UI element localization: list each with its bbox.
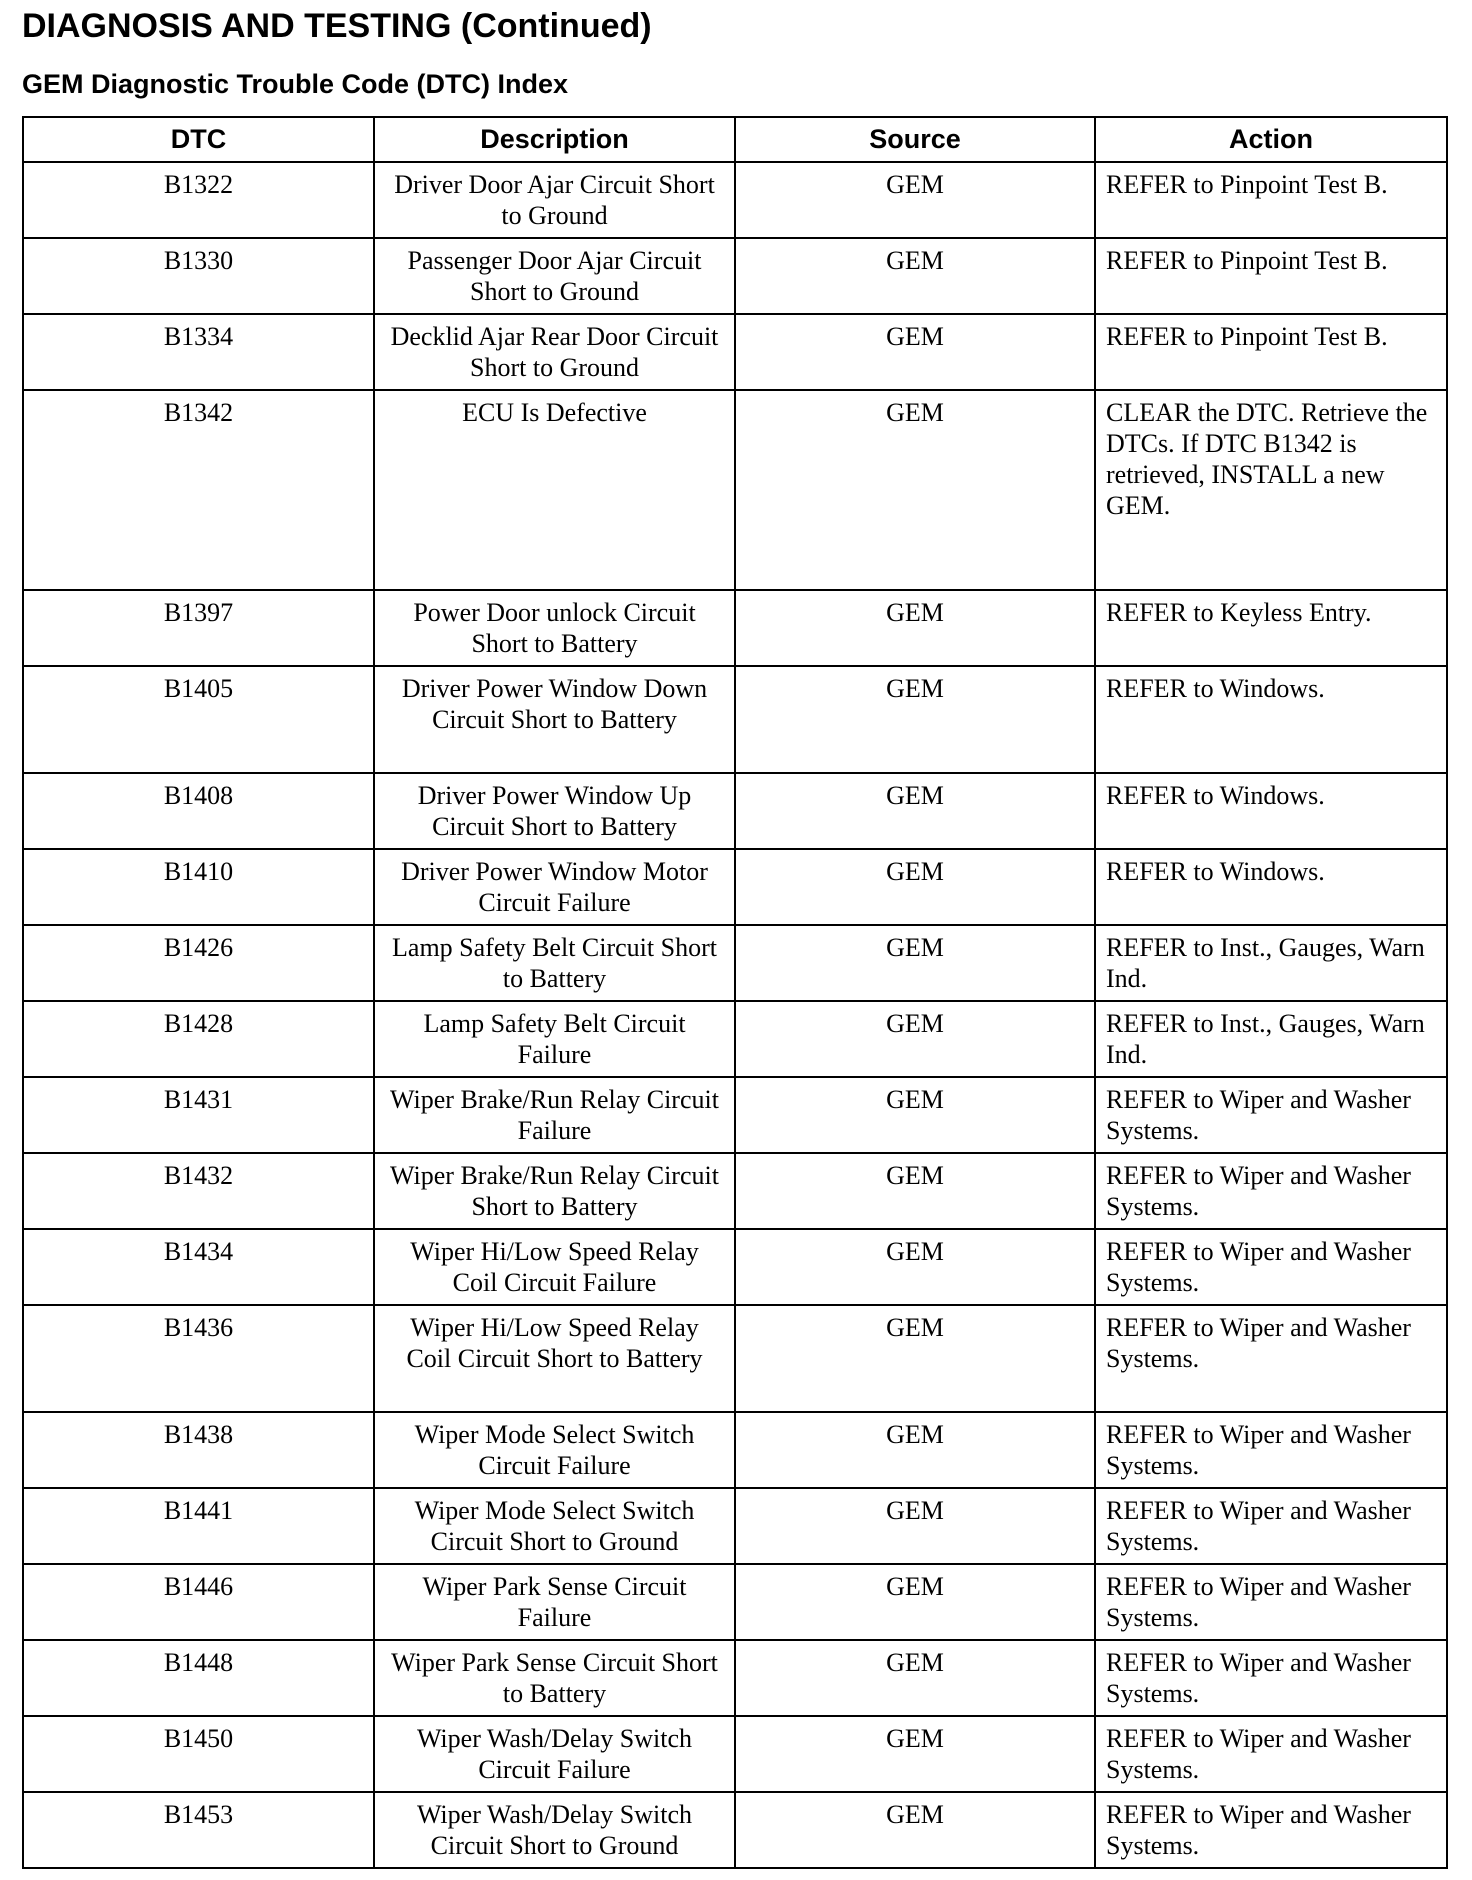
description-cell: Wiper Mode Select Switch Circuit Failure [374,1412,735,1488]
table-row [23,590,1447,666]
dtc-cell: B1334 [23,314,374,390]
dtc-cell: B1410 [23,849,374,925]
source-cell: GEM [735,925,1095,1001]
dtc-cell: B1446 [23,1564,374,1640]
header-source: Source [735,117,1095,162]
header-description: Description [374,117,735,162]
description-cell: Decklid Ajar Rear Door Circuit Short to Ground [374,314,735,390]
action-cell: REFER to Wiper and Washer Systems. [1095,1229,1447,1305]
source-cell: GEM [735,1716,1095,1792]
description-cell: Driver Door Ajar Circuit Short to Ground [374,162,735,238]
table-row [23,1077,1447,1153]
table-row [23,666,1447,773]
description-cell: Wiper Park Sense Circuit Failure [374,1564,735,1640]
source-cell: GEM [735,1412,1095,1488]
dtc-cell: B1342 [23,390,374,590]
action-cell: REFER to Pinpoint Test B. [1095,162,1447,238]
table-row [23,925,1447,1001]
source-cell: GEM [735,590,1095,666]
table-row [23,1153,1447,1229]
description-cell: Passenger Door Ajar Circuit Short to Ground [374,238,735,314]
source-cell: GEM [735,1077,1095,1153]
source-cell: GEM [735,1229,1095,1305]
action-cell: REFER to Wiper and Washer Systems. [1095,1640,1447,1716]
action-cell: REFER to Pinpoint Test B. [1095,238,1447,314]
source-cell: GEM [735,238,1095,314]
action-cell: REFER to Wiper and Washer Systems. [1095,1564,1447,1640]
source-cell: GEM [735,1305,1095,1412]
source-cell: GEM [735,1488,1095,1564]
dtc-index-table [22,116,1448,1869]
source-cell: GEM [735,773,1095,849]
table-row [23,1716,1447,1792]
description-cell: Wiper Brake/Run Relay Circuit Short to Battery [374,1153,735,1229]
dtc-cell: B1438 [23,1412,374,1488]
action-cell: REFER to Wiper and Washer Systems. [1095,1077,1447,1153]
action-cell: CLEAR the DTC. Retrieve the DTCs. If DTC B1342 is retrieved, INSTALL a new GEM. [1095,390,1447,590]
table-row [23,1564,1447,1640]
action-cell: REFER to Wiper and Washer Systems. [1095,1305,1447,1412]
dtc-cell: B1330 [23,238,374,314]
dtc-cell: B1436 [23,1305,374,1412]
dtc-cell: B1441 [23,1488,374,1564]
source-cell: GEM [735,1001,1095,1077]
dtc-cell: B1453 [23,1792,374,1868]
description-cell: Wiper Mode Select Switch Circuit Short to Ground [374,1488,735,1564]
description-cell: Driver Power Window Motor Circuit Failure [374,849,735,925]
action-cell: REFER to Inst., Gauges, Warn Ind. [1095,1001,1447,1077]
table-header-row [23,117,1447,162]
description-cell: Driver Power Window Down Circuit Short to Battery [374,666,735,773]
action-cell: REFER to Pinpoint Test B. [1095,314,1447,390]
action-cell: REFER to Wiper and Washer Systems. [1095,1716,1447,1792]
source-cell: GEM [735,1640,1095,1716]
table-body [23,162,1447,1868]
table-row [23,1640,1447,1716]
table-row [23,1001,1447,1077]
action-cell: REFER to Wiper and Washer Systems. [1095,1153,1447,1229]
description-cell: Power Door unlock Circuit Short to Battery [374,590,735,666]
source-cell: GEM [735,1153,1095,1229]
description-cell: Lamp Safety Belt Circuit Short to Battery [374,925,735,1001]
table-row [23,1792,1447,1868]
source-cell: GEM [735,162,1095,238]
action-cell: REFER to Windows. [1095,849,1447,925]
table-row [23,1412,1447,1488]
source-cell: GEM [735,666,1095,773]
description-cell: Wiper Wash/Delay Switch Circuit Failure [374,1716,735,1792]
source-cell: GEM [735,390,1095,590]
page-title: DIAGNOSIS AND TESTING (Continued) [22,7,652,45]
source-cell: GEM [735,849,1095,925]
description-cell: Wiper Hi/Low Speed Relay Coil Circuit Failure [374,1229,735,1305]
table-row [23,1229,1447,1305]
table-row [23,773,1447,849]
table-row [23,162,1447,238]
action-cell: REFER to Wiper and Washer Systems. [1095,1792,1447,1868]
section-title: GEM Diagnostic Trouble Code (DTC) Index [22,69,569,99]
action-cell: REFER to Wiper and Washer Systems. [1095,1488,1447,1564]
description-cell: Wiper Wash/Delay Switch Circuit Short to Ground [374,1792,735,1868]
description-cell: ECU Is Defective [374,390,735,590]
dtc-cell: B1405 [23,666,374,773]
source-cell: GEM [735,1792,1095,1868]
description-cell: Driver Power Window Up Circuit Short to Battery [374,773,735,849]
dtc-cell: B1448 [23,1640,374,1716]
description-cell: Wiper Park Sense Circuit Short to Battery [374,1640,735,1716]
description-cell: Wiper Hi/Low Speed Relay Coil Circuit Short to Battery [374,1305,735,1412]
dtc-cell: B1397 [23,590,374,666]
description-cell: Lamp Safety Belt Circuit Failure [374,1001,735,1077]
dtc-cell: B1434 [23,1229,374,1305]
table-row [23,314,1447,390]
table-row [23,1305,1447,1412]
table-row [23,849,1447,925]
dtc-cell: B1322 [23,162,374,238]
table-row [23,238,1447,314]
header-dtc: DTC [23,117,374,162]
table-row [23,1488,1447,1564]
header-action: Action [1095,117,1447,162]
action-cell: REFER to Windows. [1095,666,1447,773]
action-cell: REFER to Wiper and Washer Systems. [1095,1412,1447,1488]
dtc-cell: B1426 [23,925,374,1001]
dtc-cell: B1428 [23,1001,374,1077]
action-cell: REFER to Keyless Entry. [1095,590,1447,666]
action-cell: REFER to Inst., Gauges, Warn Ind. [1095,925,1447,1001]
dtc-cell: B1431 [23,1077,374,1153]
action-cell: REFER to Windows. [1095,773,1447,849]
dtc-cell: B1450 [23,1716,374,1792]
source-cell: GEM [735,1564,1095,1640]
source-cell: GEM [735,314,1095,390]
dtc-cell: B1408 [23,773,374,849]
table-row [23,390,1447,590]
dtc-cell: B1432 [23,1153,374,1229]
description-cell: Wiper Brake/Run Relay Circuit Failure [374,1077,735,1153]
